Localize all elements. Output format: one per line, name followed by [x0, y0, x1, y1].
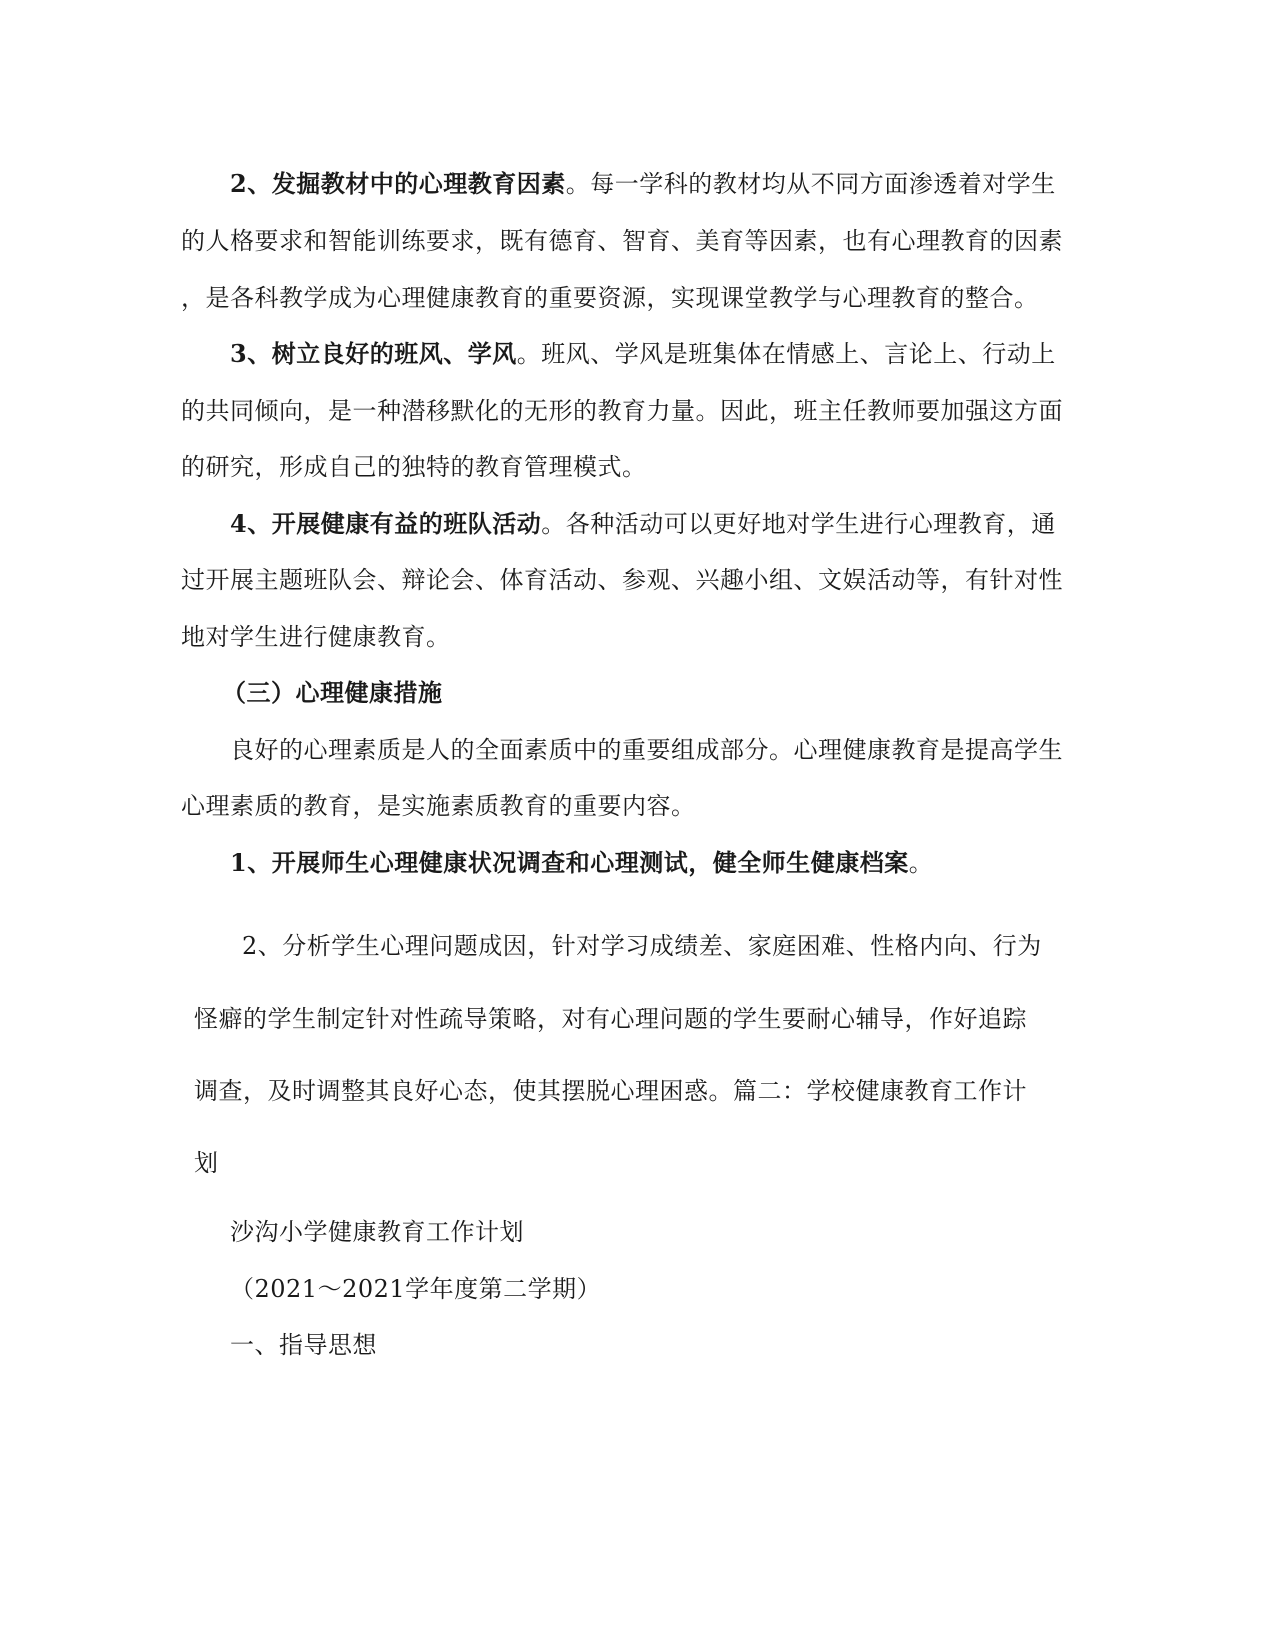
measure-1-tail: 。: [908, 849, 934, 877]
paragraph-2-line-2: 的人格要求和智能训练要求，既有德育、智育、美育等因素，也有心理教育的因素: [181, 227, 1063, 255]
paragraph-3-text: 。班风、学风是班集体在情感上、言论上、行动上: [516, 340, 1056, 368]
intro-line-1: 良好的心理素质是人的全面素质中的重要组成部分。心理健康教育是提高学生: [230, 736, 1063, 764]
intro-line-2: 心理素质的教育，是实施素质教育的重要内容。: [181, 792, 696, 820]
measure-2-line-2: 怪癖的学生制定针对性疏导策略，对有心理问题的学生要耐心辅导，作好追踪: [194, 1005, 1027, 1033]
paragraph-4-heading: 4、开展健康有益的班队活动: [230, 509, 542, 538]
plan-term: （2021～2021学年度第二学期）: [230, 1275, 602, 1303]
measure-2-line-1: 2、分析学生心理问题成因，针对学习成绩差、家庭困难、性格内向、行为: [242, 932, 1042, 960]
section-heading: （三）心理健康措施: [222, 678, 443, 707]
paragraph-2-line-3: ，是各科教学成为心理健康教育的重要资源，实现课堂教学与心理教育的整合。: [181, 284, 1039, 312]
paragraph-4-line-2: 过开展主题班队会、辩论会、体育活动、参观、兴趣小组、文娱活动等，有针对性: [181, 566, 1063, 594]
measure-2-line-4: 划: [194, 1149, 219, 1177]
plan-title: 沙沟小学健康教育工作计划: [230, 1218, 524, 1246]
paragraph-3-line-2: 的共同倾向，是一种潜移默化的无形的教育力量。因此，班主任教师要加强这方面: [181, 397, 1063, 425]
paragraph-4-text: 。各种活动可以更好地对学生进行心理教育，通: [541, 510, 1056, 538]
plan-section-heading: 一、指导思想: [230, 1331, 377, 1359]
measure-1: [230, 847, 933, 879]
paragraph-3-heading: 3、树立良好的班风、学风: [230, 339, 517, 368]
paragraph-3-line-1: [230, 338, 1056, 370]
measure-2-line-3: 调查，及时调整其良好心态，使其摆脱心理困惑。篇二：学校健康教育工作计: [194, 1077, 1027, 1105]
paragraph-4-line-3: 地对学生进行健康教育。: [181, 623, 451, 651]
paragraph-2-text: 。每一学科的教材均从不同方面渗透着对学生: [565, 170, 1056, 198]
paragraph-4-line-1: [230, 508, 1056, 540]
paragraph-2-line-1: [230, 168, 1056, 200]
paragraph-2-heading: 2、发掘教材中的心理教育因素: [230, 169, 566, 198]
paragraph-3-line-3: 的研究，形成自己的独特的教育管理模式。: [181, 453, 647, 481]
measure-1-text: 1、开展师生心理健康状况调查和心理测试，健全师生健康档案: [230, 848, 909, 877]
